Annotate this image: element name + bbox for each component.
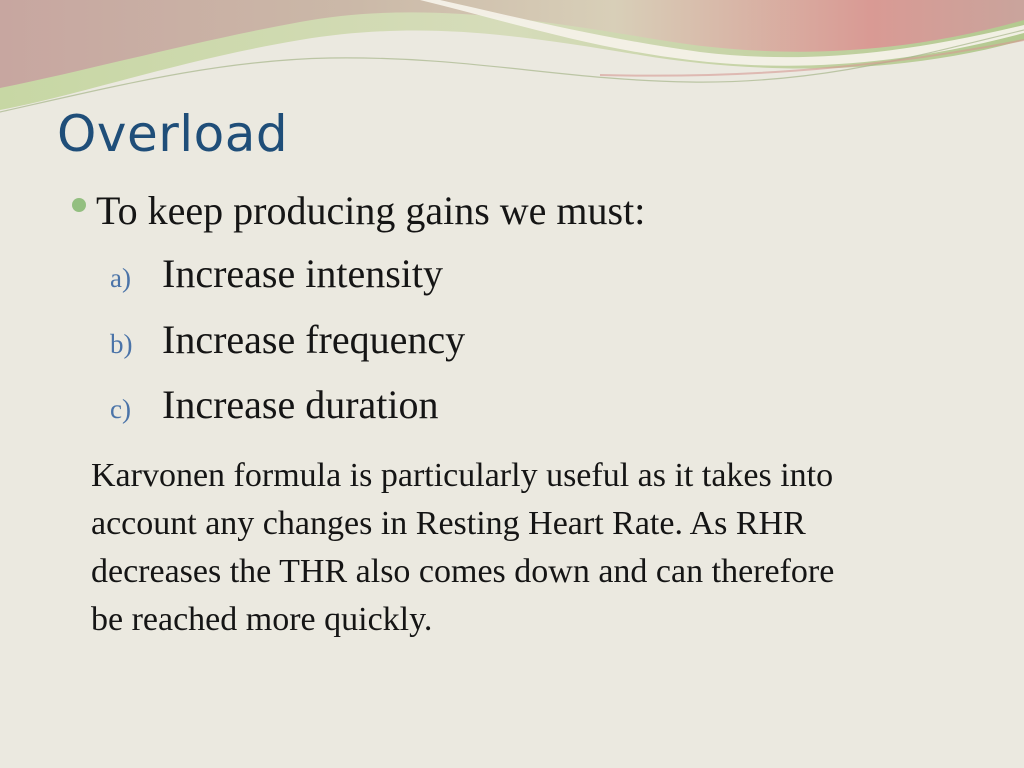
sub-item-marker: c) bbox=[110, 394, 131, 424]
bullet-dot-icon bbox=[72, 198, 86, 212]
bullet-item bbox=[72, 184, 645, 236]
sub-item-text: Increase frequency bbox=[162, 317, 466, 362]
sub-item-text: Increase intensity bbox=[162, 251, 443, 296]
sub-item-b bbox=[110, 316, 465, 366]
sub-item-marker: b) bbox=[110, 329, 133, 359]
body-paragraph: Karvonen formula is particularly useful as it takes into account any changes in Resting Heart Rate. As RHR decreases the THR also comes down and can therefore be reached more quickly. bbox=[91, 457, 835, 638]
bullet-text: To keep producing gains we must: bbox=[96, 187, 646, 233]
sub-item-marker: a) bbox=[110, 263, 131, 293]
sub-item-c bbox=[110, 381, 439, 431]
sub-item-a bbox=[110, 250, 443, 300]
slide-title: Overload bbox=[57, 105, 289, 163]
wave-band-top bbox=[0, 0, 1024, 88]
sub-item-text: Increase duration bbox=[162, 382, 439, 427]
